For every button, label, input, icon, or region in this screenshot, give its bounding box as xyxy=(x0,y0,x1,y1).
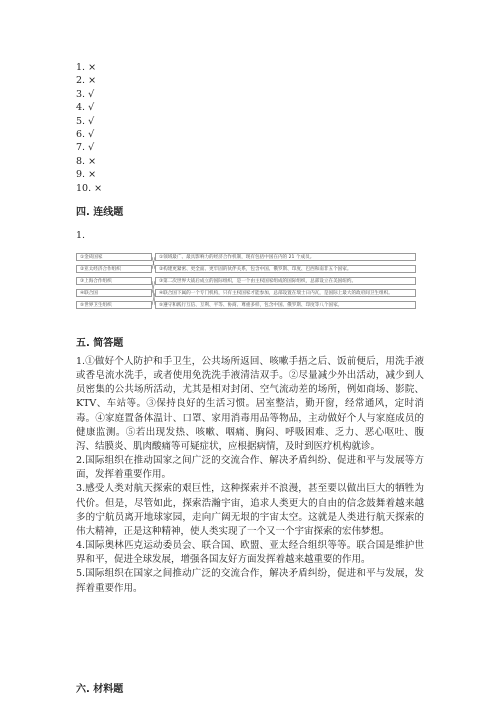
answer-item: 5. √ xyxy=(76,115,95,127)
answer-item: 1. × xyxy=(76,62,97,73)
right-item: ①领域最广、最具影响力的经济合作机制，现有包括中国在内的 21 个成员。 xyxy=(155,253,416,261)
answer-item: 2. × xyxy=(76,75,97,87)
matching-diagram xyxy=(76,253,416,315)
left-item: ③上海合作组织 xyxy=(76,277,152,285)
section-heading-matching: 四. 连线题 xyxy=(76,207,124,218)
answer-item: 7. √ xyxy=(76,142,95,154)
answer-paragraph: 3.感受人类对航天探索的艰巨性，这种探索并不浪漫，甚至要以做出巨大的牺牲为代价。但是，尽管如此，探索浩瀚宇宙，追求人类更大的自由的信念鼓舞着越来越多的宁航员离开地球家园，走向广阔无垠的宇宙太空。这就是人类进行航天探索的伟大精神，正是这种精神，使人类实现了一个又一个宇宙探索的宏伟梦想。 xyxy=(76,483,424,537)
answer-item: 8. × xyxy=(76,155,97,167)
section-heading-material: 六. 材料题 xyxy=(76,684,124,695)
right-item: ④联合国下属的一个专门机构，只有主权国家才能参加，总部设置在瑞士日内瓦，是国际上最大的政府间卫生组织。 xyxy=(155,289,416,297)
answer-item: 6. √ xyxy=(76,129,95,141)
question-number: 1. xyxy=(76,230,86,241)
answer-paragraph: 1.①做好个人防护和手卫生，公共场所返回、咳嗽手捂之后、饭前便后，用洗手液或香皂流水洗手，或者使用免洗洗手液清洁双手。②尽量减少外出活动，减少到人员密集的公共场所活动，尤其是相对封闭、空气流动差的场所，例如商场、影院、KTV、车站等。③保持良好的生活习惯。居室整洁，勤开窗，经常通风，定时消毒。④家庭置备体温计、口罩、家用消毒用品等物品，主动做好个人与家庭成员的健康监测。⑤若出现发热、咳嗽、咽痛、胸闷、呼吸困难、乏力、恶心呕吐、腹泻、结膜炎、肌肉酸痛等可疑症状，应根据病情，及时到医疗机构就诊。 xyxy=(76,356,424,452)
answer-paragraph: 2.国际组织在推动国家之间广泛的交流合作、解决矛盾纠纷、促进和平与发展等方面，发挥着重要作用。 xyxy=(76,455,424,481)
short-answer-list xyxy=(76,355,424,596)
right-item: ③第二次世界大战后成立的国际组织，是一个由主权国家组成的国际组织，总部设立在美国纽约。 xyxy=(155,277,416,285)
left-item: ②亚太经济合作组织 xyxy=(76,265,152,273)
right-item: ②构建更紧密、更全面、更牢固的伙伴关系，包含中国、俄罗斯、印度、巴西和南非五个国家。 xyxy=(155,265,416,273)
answer-paragraph: 4.国际奥林匹克运动委员会、联合国、欧盟、亚太经合组织等等。联合国是维护世界和平，促进全球发展，增强各国友好方面发挥着越来越重要的作用。 xyxy=(76,540,424,566)
left-item: ④联合国 xyxy=(76,289,152,297)
left-item: ①金砖国家 xyxy=(76,253,152,261)
answer-item: 10. × xyxy=(76,182,103,194)
answer-item: 3. √ xyxy=(76,88,95,100)
left-item: ⑤世界卫生组织 xyxy=(76,301,152,309)
right-item: ⑤遵守和践行互信、互利、平等、协商、尊重多样，包含中国、俄罗斯、印度等八个国家。 xyxy=(155,301,416,309)
answer-item: 9. × xyxy=(76,169,97,181)
judgment-answers xyxy=(76,61,102,195)
answer-item: 4. √ xyxy=(76,102,95,114)
answer-paragraph: 5.国际组织在国家之间推动广泛的交流合作，解决矛盾纠纷，促进和平与发展，发挥着重要作用。 xyxy=(76,568,424,594)
section-heading-short-answer: 五. 简答题 xyxy=(76,338,124,349)
